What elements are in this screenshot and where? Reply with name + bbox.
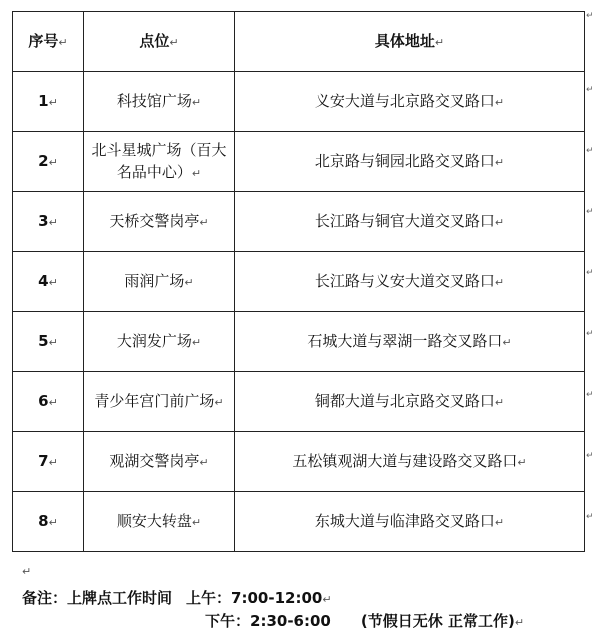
note-pm-time: 2:30-6:00 [250,612,331,630]
table-row [13,252,585,312]
row-address: 铜都大道与北京路交叉路口↵ [235,372,585,432]
table-row [13,492,585,552]
row-point: 青少年宫门前广场↵ [84,372,235,432]
table-row [13,132,585,192]
row-point: 大润发广场↵ [84,312,235,372]
table-row [13,312,585,372]
row-number: 1↵ [13,72,84,132]
table-row [13,432,585,492]
note-label: 备注：上牌点工作时间 [22,589,173,607]
table-row [13,72,585,132]
note-am-label: 上午： [186,589,232,607]
row-address: 长江路与铜官大道交叉路口↵ [235,192,585,252]
row-number: 8↵ [13,492,84,552]
row-point: 天桥交警岗亭↵ [84,192,235,252]
header-number: 序号↵ [13,12,84,72]
row-point: 北斗星城广场（百大名品中心）↵ [84,132,235,192]
row-address: 东城大道与临津路交叉路口↵ [235,492,585,552]
row-number: 5↵ [13,312,84,372]
row-number: 3↵ [13,192,84,252]
row-number: 4↵ [13,252,84,312]
row-point: 顺安大转盘↵ [84,492,235,552]
row-number: 7↵ [13,432,84,492]
header-address: 具体地址↵ [235,12,585,72]
row-address: 北京路与铜园北路交叉路口↵ [235,132,585,192]
note-am-time: 7:00-12:00 [231,589,323,607]
row-number: 2↵ [13,132,84,192]
row-address: 义安大道与北京路交叉路口↵ [235,72,585,132]
row-address: 五松镇观湖大道与建设路交叉路口↵ [235,432,585,492]
working-hours-pm: 下午：2:30-6:00 (节假日无休 正常工作)↵ [205,612,525,630]
row-number: 6↵ [13,372,84,432]
row-address: 长江路与义安大道交叉路口↵ [235,252,585,312]
note-pm-label: 下午： [205,612,251,630]
table-header-row [13,12,585,72]
row-point: 科技馆广场↵ [84,72,235,132]
paragraph-mark: ↵ [22,565,32,578]
row-address: 石城大道与翠湖一路交叉路口↵ [235,312,585,372]
row-point: 雨润广场↵ [84,252,235,312]
working-hours-note: 备注：上牌点工作时间 上午：7:00-12:00↵ [22,589,332,607]
right-edge-marks: ↵ ↵ ↵ ↵ ↵ ↵ ↵ ↵ ↵ [586,11,594,522]
location-table [12,11,585,552]
note-remark: (节假日无休 正常工作) [360,612,515,630]
header-point: 点位↵ [84,12,235,72]
row-point: 观湖交警岗亭↵ [84,432,235,492]
table-row [13,372,585,432]
table-row [13,192,585,252]
